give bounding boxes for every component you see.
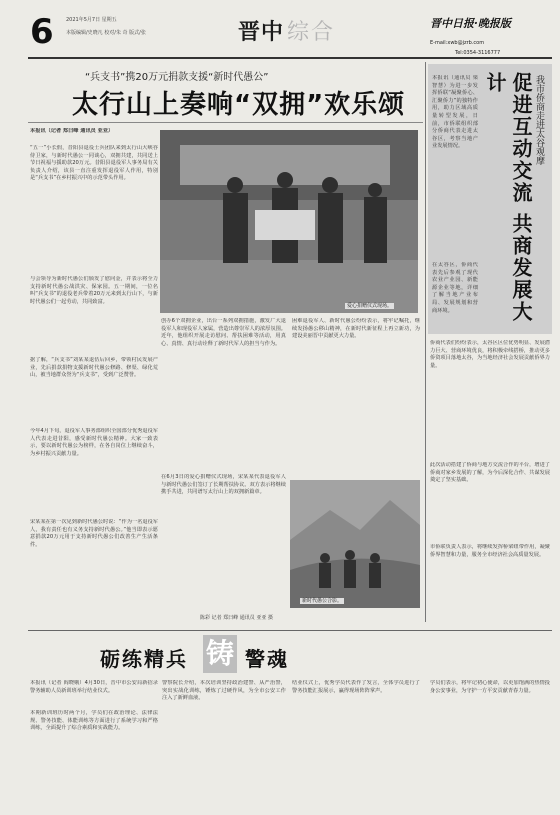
- tel-line: Tel:0354-3116777: [455, 50, 501, 56]
- headline-part1: 砺练精兵: [100, 647, 188, 671]
- article-paragraph: 宋某某在第一次见到新时代愚公时说：“作为一名退役军人，我有责任也有义务支持新时代愚公。”他当即表示愿意捐款20万元用于支持新时代愚公们改善生产生活条件。: [30, 519, 158, 548]
- article-paragraph: 侨商代表们纷纷表示，太谷区区位优势明显、发展潜力巨大、营商环境优良，将积极牵线搭桥，推动更多侨资项目落地太谷，为当地经济社会发展贡献侨界力量。: [430, 340, 550, 369]
- photo-caption: 爱心捐赠仪式现场。: [347, 303, 393, 309]
- newspaper-name: 晋中日报·晚报版: [430, 17, 511, 30]
- group-photo: [290, 480, 420, 608]
- side-headline-text: 促进互动交流 共商发展大计: [483, 72, 533, 323]
- article-paragraph: 结业仪式上，优秀学员代表作了发言，全体学员进行了警务技能汇报展示，赢得现场阵阵掌声。: [292, 680, 420, 694]
- article-paragraph: 学员们表示，将牢记初心使命，以更加饱满的热情投身公安事业，为守护一方平安贡献青春力量。: [430, 680, 550, 694]
- article-paragraph: “五一”小长假，昔阳县退役士兵团队来到太行山大峡谷侍卫家，与新时代愚公一同谈心，双拥共建，共同送上节日祝福与援助款20万元。昔阳县退役军人事务局有关负责人介绍，该县一直注重发挥退役军人作用，特别是“兵支书”在乡村振兴中的示范带头作用。: [30, 145, 158, 182]
- article-paragraph: 本期新训班历时两个月，学员们在政治理论、法律法规、警务技能、体能训练等方面进行了系统学习和严格训练，全面提升了综合素质和实战能力。: [30, 710, 158, 732]
- section-title: [238, 15, 335, 46]
- page-number: 6: [30, 12, 54, 52]
- headline-divider: [28, 122, 423, 123]
- editor-line: 本版编辑/史晓凡 校对/朱 奇 版式/张: [66, 30, 146, 36]
- column-divider: [425, 62, 426, 622]
- article-paragraph: 在6月3日的爱心捐赠仪式现场，宋某某代表退役军人与新时代愚公们签订了长期帮扶协议。双方表示将继续携手共进，共同谱写太行山上的双拥新篇章。: [161, 474, 286, 496]
- side-kicker: 我市侨商走进太谷观摩: [534, 75, 544, 165]
- section-main: 晋中: [238, 19, 285, 45]
- issue-date: 2021年5月7日 星期五: [66, 17, 117, 23]
- article-paragraph: 据了解，“兵支书”刘某某退伍后回乡，带领村民发展产业，先后捐款捐物支援新时代愚公修路、修渠、绿化荒山，被当地群众誉为“兵支书”，受到广泛赞誉。: [30, 357, 158, 379]
- bottom-section-divider: [28, 630, 552, 631]
- page-header: [0, 0, 560, 66]
- article-headline: 太行山上奏响“双拥”欢乐颂: [72, 90, 406, 120]
- donation-ceremony-photo: [160, 130, 418, 313]
- article2-headline: [100, 635, 400, 675]
- article-paragraph: 本报讯（通讯员 梁智慧）为进一步发挥侨联“凝聚侨心、汇聚侨力”的独特作用，助力区域高质量转型发展，日前，市侨联组织部分侨商代表走进太谷区，考察当地产业发展情况。: [432, 75, 478, 150]
- section-sub: 综合: [287, 20, 336, 45]
- article-paragraph: 警察院长介绍，本次培训坚持政治建警、从严治警，突出实战化训练，锤炼了过硬作风，为全市公安工作注入了新鲜血液。: [162, 680, 286, 702]
- photo-caption: 新时代愚公合影。: [302, 598, 343, 604]
- article-paragraph: 创办6个双拥企业，出台一系列双拥措施，激发广大退役军人和现役军人家属，营造出尊崇军人的浓厚氛围。近年，他组织开展走访慰问、帮扶困难等活动，用真心、真情、真行动诠释了新时代军人的担当与作为。: [161, 318, 286, 347]
- article-paragraph: 在太谷区，侨商代表先后参观了现代农业产业园、新能源企业等地，详细了解当地产业布局、发展规划和营商环境。: [432, 262, 478, 314]
- header-divider: [28, 57, 552, 59]
- article-byline: 本报讯（记者 郑曰峰 通讯员 亚亚）: [30, 128, 114, 134]
- article-paragraph: 今年4月下旬，退役军人事务部组织全国部分优秀退役军人代表走进昔阳，感受新时代愚公精神。大家一致表示，要以新时代愚公为榜样，在各自岗位上继续奋斗，为乡村振兴贡献力量。: [30, 428, 158, 457]
- article-kicker: “兵支书”携20万元捐款支援“新时代愚公”: [85, 72, 269, 83]
- article-paragraph: 困难退役军人、新时代愚公纷纷表示，将牢记嘱托，继续发扬愚公移山精神，在新时代新征程上再立新功，为建设美丽晋中贡献更大力量。: [292, 318, 420, 340]
- photo-credit: 陈彩 记者 郑曰峰 通讯员 亚亚 摄: [200, 615, 273, 621]
- headline-part2: 警魂: [245, 647, 289, 671]
- article-paragraph: 此次活动搭建了侨商与地方交流合作的平台，增进了侨商对家乡发展的了解，为今后深化合作、共谋发展奠定了坚实基础。: [430, 462, 550, 484]
- headline-emphasis-char: 铸: [203, 635, 237, 673]
- email-line: E-mail:xwb@jzrb.com: [430, 40, 485, 46]
- article-paragraph: 与会领导为新时代愚公们颁发了慰问金，并表示将全力支持新时代愚公战洪灾、保家园。五一期间，一位名叫“兵支书”的退役老兵带着20万元来到太行山下，与新时代愚公们一起劳动，共同致富。: [30, 276, 158, 305]
- article-byline: 本报讯（记者 阎晓娥）4月30日，晋中市公安局新招录警务辅助人员新训班举行结业仪式。: [30, 680, 158, 694]
- article-paragraph: 市侨联负责人表示，将继续发挥桥梁纽带作用，凝聚侨界智慧和力量，服务全市经济社会高质量发展。: [430, 544, 550, 558]
